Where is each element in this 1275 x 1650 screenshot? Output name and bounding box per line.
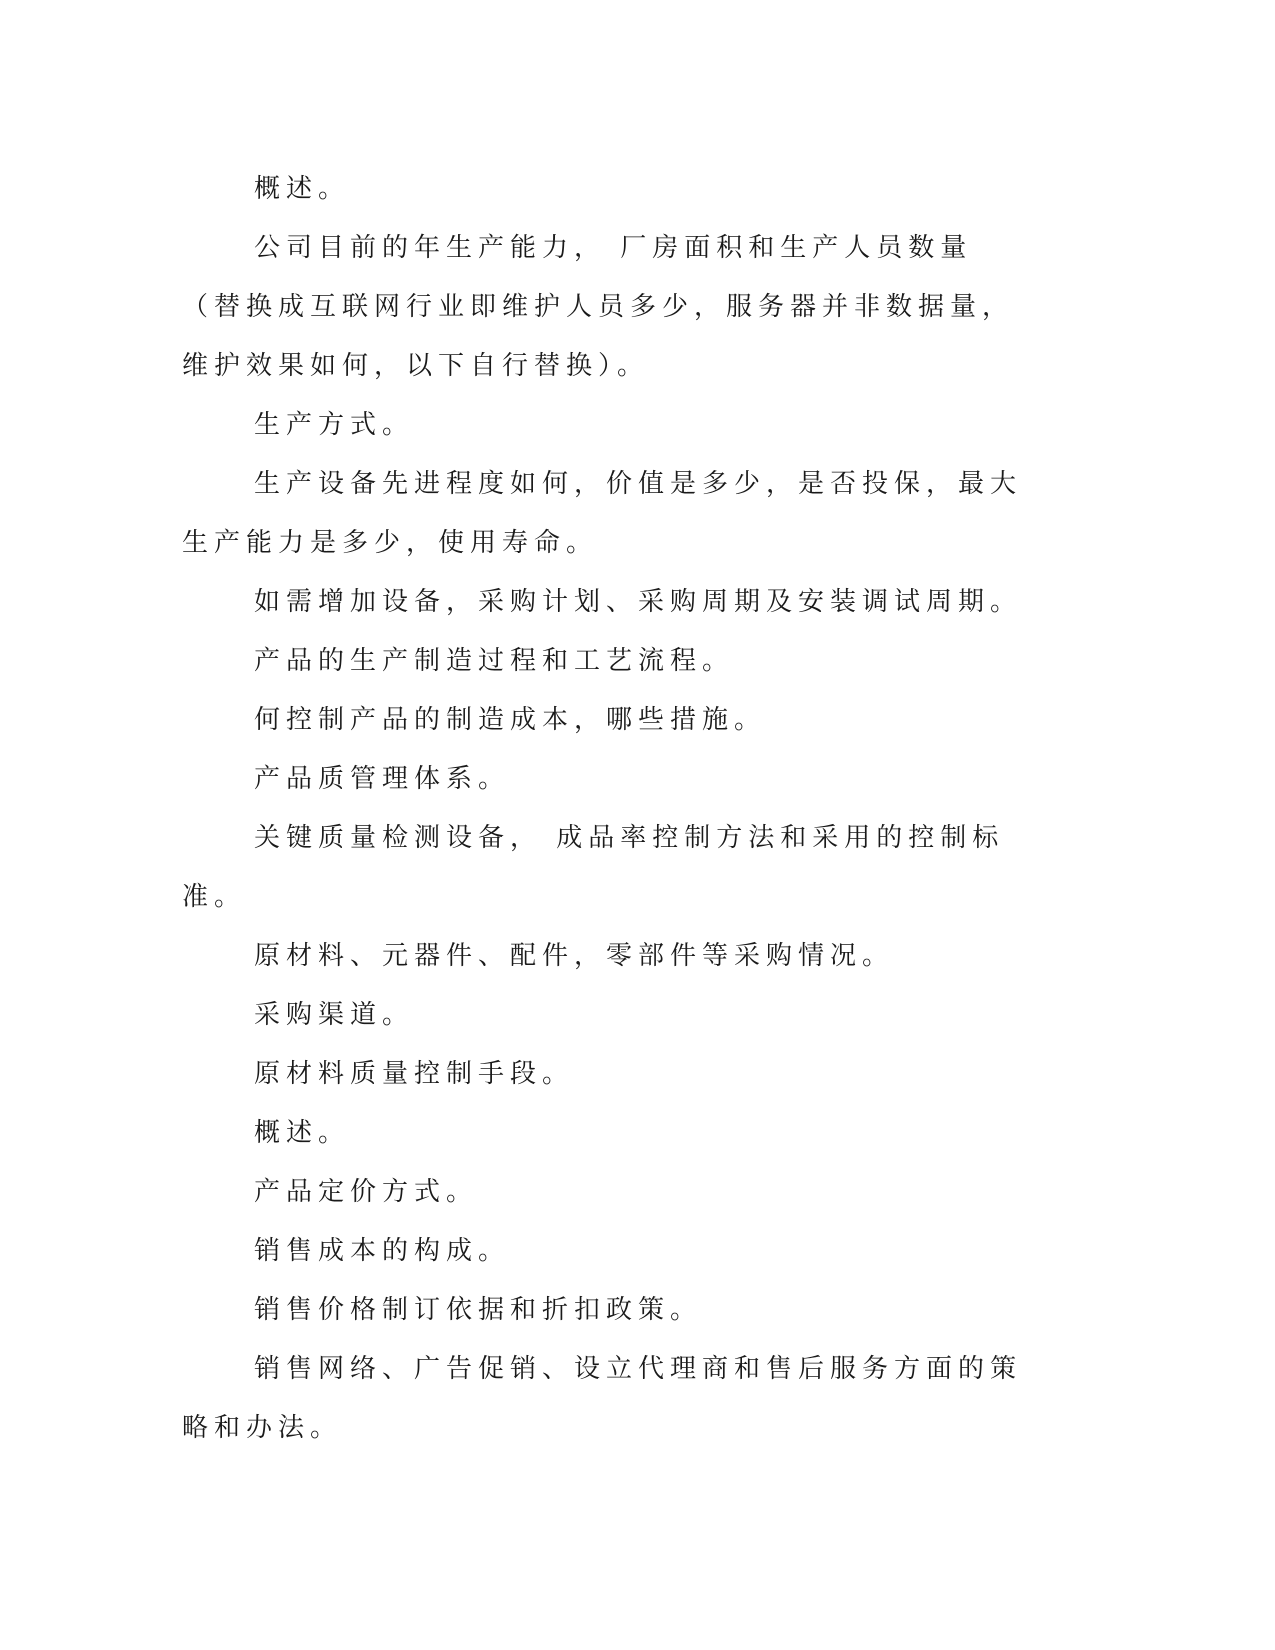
paragraph-sales-network: 销售网络、广告促销、设立代理商和售后服务方面的策略和办法。 (182, 1354, 1023, 1443)
paragraph-quality-equipment: 关键质量检测设备， 成品率控制方法和采用的控制标准。 (182, 823, 1005, 912)
document-body (182, 160, 1032, 1458)
paragraph-overview-1: 概述。 (254, 174, 351, 204)
paragraph-production-capacity: 公司目前的年生产能力， 厂房面积和生产人员数量（替换成互联网行业即维护人员多少，服务器并非数据量，维护效果如何，以下自行替换）。 (182, 233, 1015, 381)
paragraph-sales-cost: 销售成本的构成。 (254, 1236, 511, 1266)
paragraph-quality-system: 产品质管理体系。 (254, 764, 511, 794)
paragraph-equipment-purchase: 如需增加设备，采购计划、采购周期及安装调试周期。 (254, 587, 1023, 617)
paragraph-cost-control: 何控制产品的制造成本，哪些措施。 (254, 705, 767, 735)
paragraph-price-policy: 销售价格制订依据和折扣政策。 (254, 1295, 703, 1325)
paragraph-equipment: 生产设备先进程度如何，价值是多少，是否投保，最大生产能力是多少，使用寿命。 (182, 469, 1023, 558)
paragraph-purchase-channels: 采购渠道。 (254, 1000, 415, 1030)
paragraph-production-method: 生产方式。 (254, 410, 415, 440)
paragraph-manufacturing-process: 产品的生产制造过程和工艺流程。 (254, 646, 735, 676)
paragraph-pricing-method: 产品定价方式。 (254, 1177, 479, 1207)
paragraph-materials-purchase: 原材料、元器件、配件，零部件等采购情况。 (254, 941, 895, 971)
paragraph-material-quality: 原材料质量控制手段。 (254, 1059, 575, 1089)
paragraph-overview-2: 概述。 (254, 1118, 351, 1148)
